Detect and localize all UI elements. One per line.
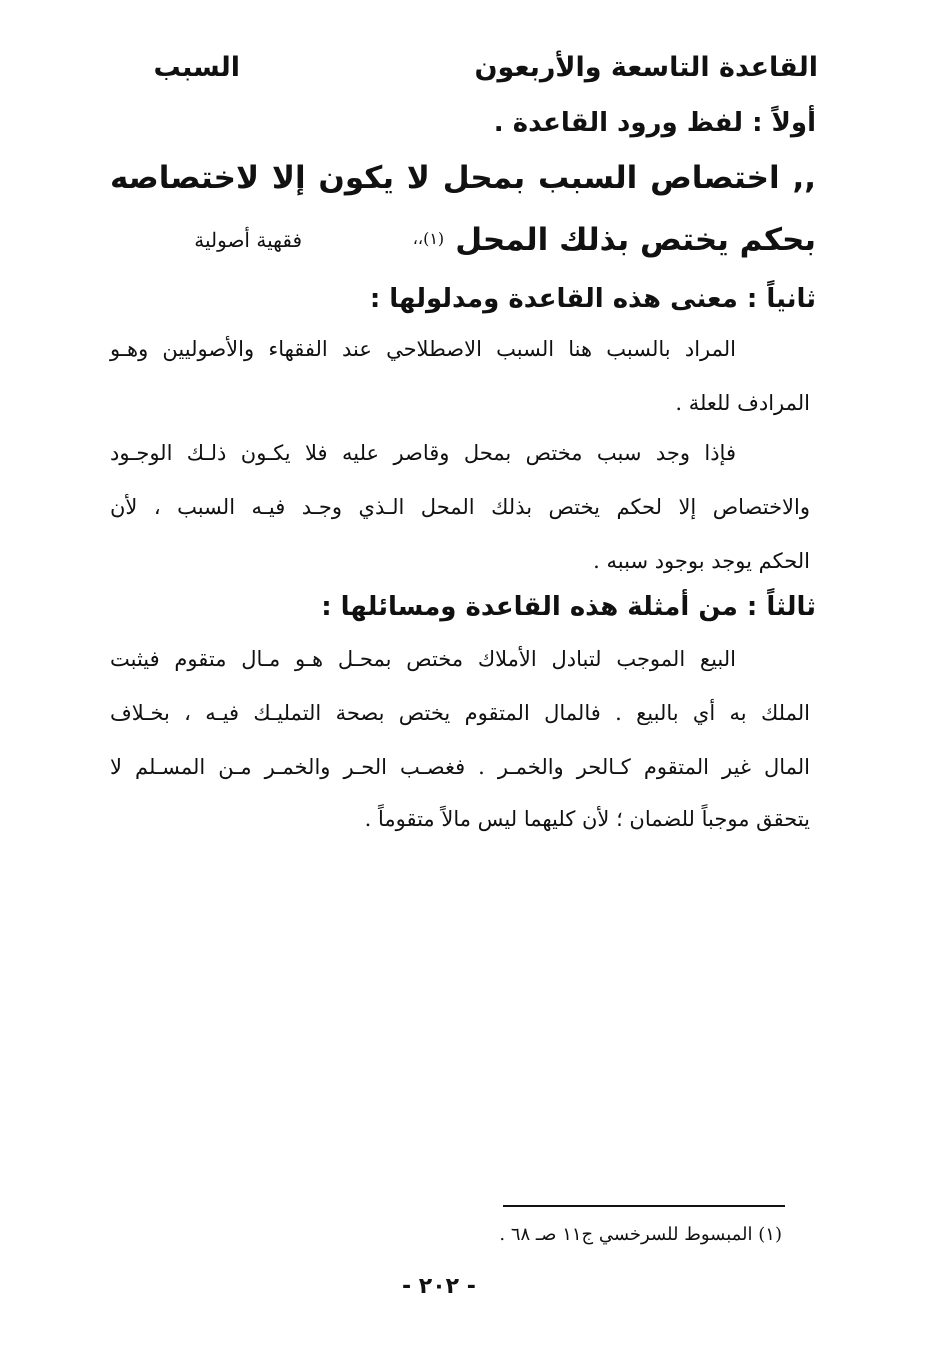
section3-para1-line3: المال غير المتقوم كـالحر والخمـر . فغصـب الحـر والخمـر مـن المسـلم لا bbox=[110, 755, 810, 779]
rule-line-1: ,, اختصاص السبب بمحل لا يكون إلا لاختصاصه bbox=[110, 160, 816, 196]
rule-line-2-wrapper bbox=[413, 222, 816, 258]
header-topic: السبب bbox=[153, 52, 240, 83]
section3-heading: ثالثاً : من أمثلة هذه القاعدة ومسائلها : bbox=[321, 592, 816, 622]
section3-para1-line2: الملك به أي بالبيع . فالمال المتقوم يختص بصحة التمليـك فيـه ، بخـلاف bbox=[110, 701, 810, 725]
footnote-text: (١) المبسوط للسرخسي ج١١ صـ ٦٨ . bbox=[499, 1224, 782, 1245]
section2-para2-line3: الحكم يوجد بوجود سببه . bbox=[593, 549, 810, 573]
section2-para2-line1: فإذا وجد سبب مختص بمحل وقاصر عليه فلا يكـون ذلـك الوجـود bbox=[110, 441, 736, 465]
rule-category: فقهية أصولية bbox=[194, 228, 302, 252]
page-number: - ٢٠٢ - bbox=[402, 1274, 476, 1299]
section2-heading: ثانياً : معنى هذه القاعدة ومدلولها : bbox=[369, 284, 816, 314]
footnote-ref: (١)،، bbox=[412, 229, 445, 248]
footnote-separator bbox=[503, 1205, 785, 1207]
section3-para1-line4: يتحقق موجباً للضمان ؛ لأن كليهما ليس مالاً متقوماً . bbox=[364, 807, 810, 831]
section1-heading: أولاً : لفظ ورود القاعدة . bbox=[493, 108, 816, 138]
header-title: القاعدة التاسعة والأربعون bbox=[474, 52, 818, 83]
section2-para1-line1: المراد بالسبب هنا السبب الاصطلاحي عند الفقهاء والأصوليين وهـو bbox=[110, 337, 736, 361]
section3-para1-line1: البيع الموجب لتبادل الأملاك مختص بمحـل هـو مـال متقوم فيثبت bbox=[110, 647, 736, 671]
section2-para2-line2: والاختصاص إلا لحكم يختص بذلك المحل الـذي وجـد فيـه السبب ، لأن bbox=[110, 495, 810, 519]
rule-line-2: بحكم يختص بذلك المحل bbox=[455, 222, 816, 258]
section2-para1-line2: المرادف للعلة . bbox=[675, 391, 810, 415]
